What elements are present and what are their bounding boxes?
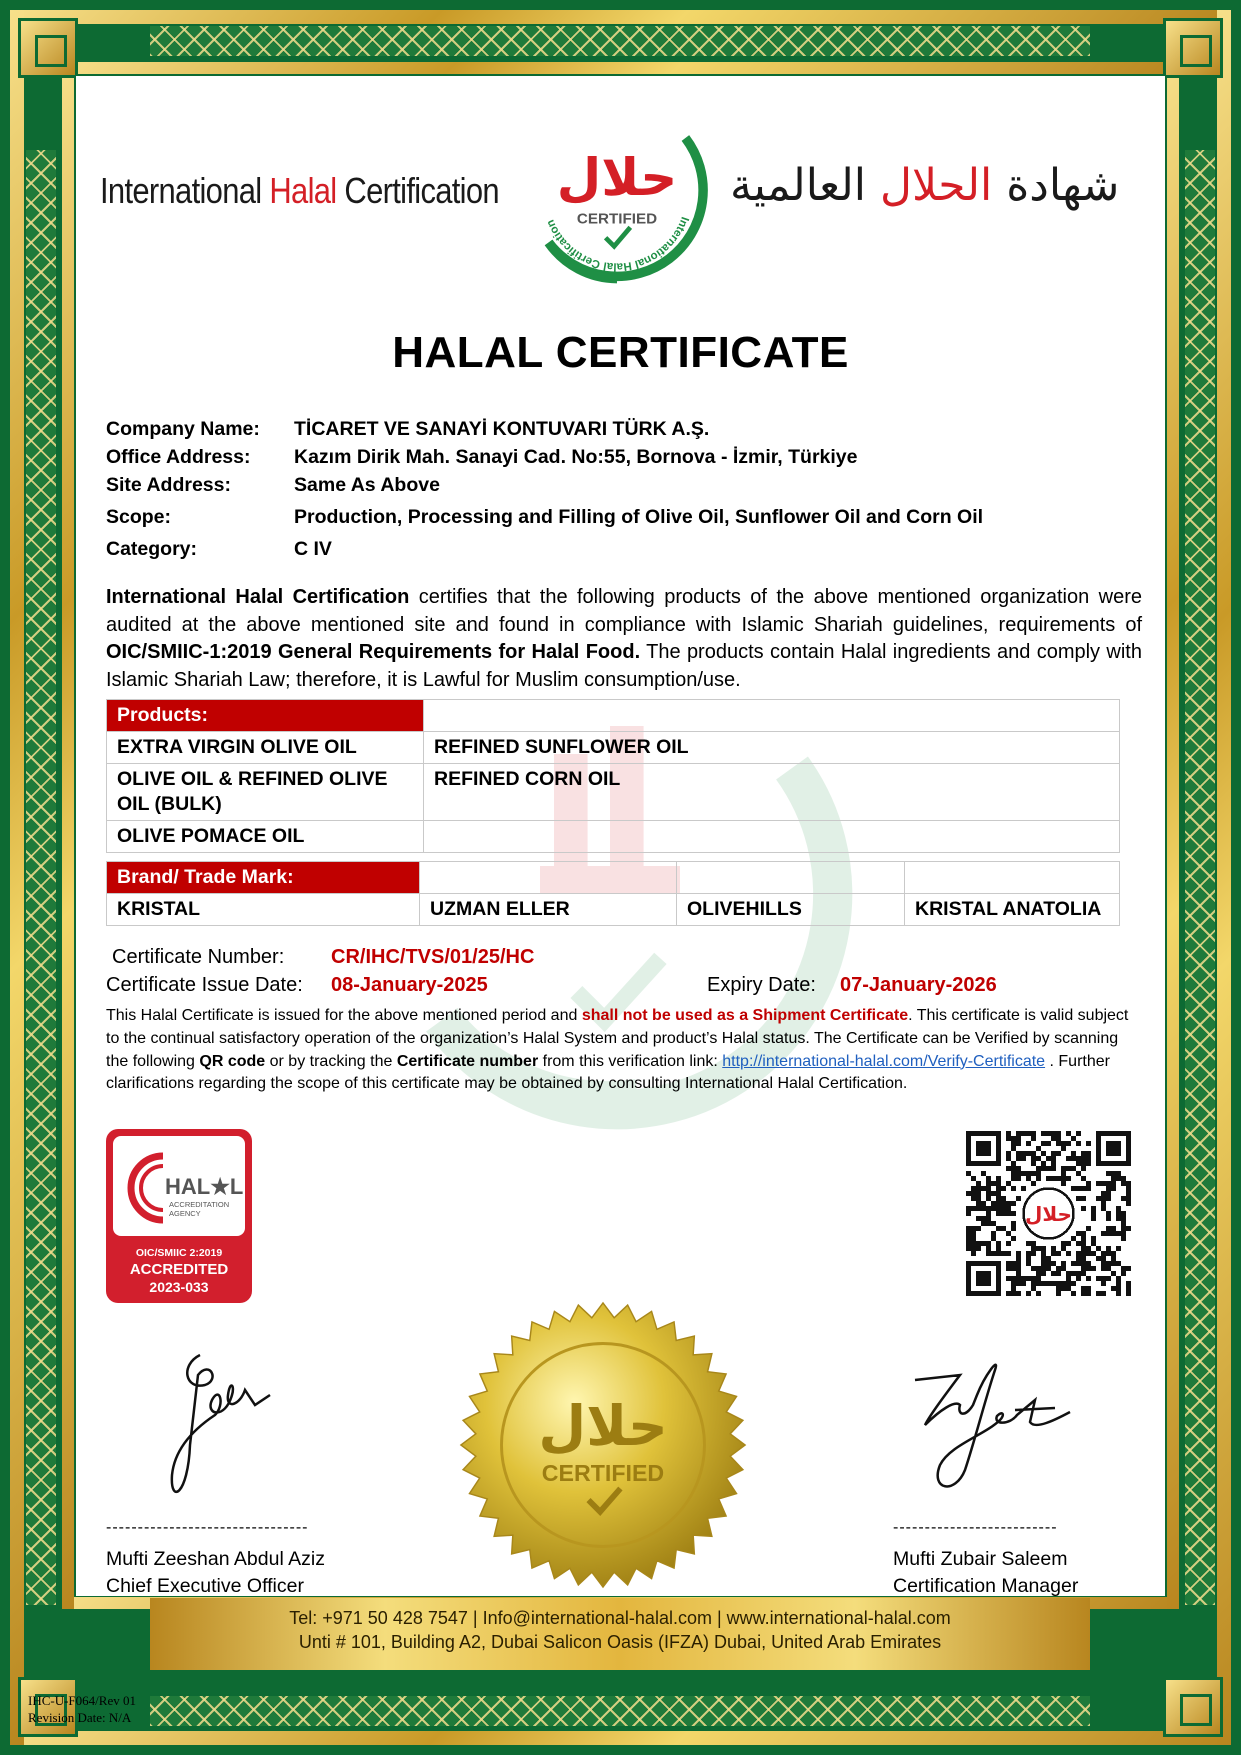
logo-certified: CERTIFIED [576, 210, 658, 228]
certification-statement: International Halal Certification certifies that the following products of the above mentioned organization were audited at the above mentioned site and found in compliance with Islamic Shariah guidelines, requirements of OIC/SMIIC-1:2019 General Requirements for Halal Food. The products contain Halal ingredients and comply with Islamic Shariah Law; therefore, it is Lawful for Muslim consumption/use. [106, 586, 1142, 691]
frame-inner-gold-left [62, 62, 74, 1609]
accreditation-standard: OIC/SMIIC 2:2019 [135, 1247, 223, 1259]
ceo-name: Mufti Zeeshan Abdul Aziz [106, 1548, 325, 1570]
frame-inner-gold-right [1167, 62, 1179, 1609]
product-cell: OLIVE POMACE OIL [107, 821, 424, 853]
seal-arabic: حلال [538, 1394, 668, 1458]
expiry-date-label: Expiry Date: [707, 974, 816, 996]
certificate-title: HALAL CERTIFICATE [392, 328, 849, 377]
certificate-number-label: Certificate Number: [112, 946, 285, 968]
verify-link[interactable]: http://international-halal.com/Verify-Certificate [722, 1052, 1046, 1070]
form-number: IHC-U-F064/Rev 01 [28, 1693, 136, 1708]
product-cell: REFINED CORN OIL [424, 764, 1120, 821]
manager-name: Mufti Zubair Saleem [893, 1548, 1068, 1570]
frame-gold-right [1217, 10, 1231, 1745]
accreditation-agency: ACCREDITATION AGENCY [169, 1200, 230, 1218]
logo-arabic: حلال [556, 148, 678, 208]
product-cell: OLIVE OIL & REFINED OLIVE OIL (BULK) [107, 764, 424, 821]
frame-gold-left [10, 10, 24, 1745]
company-name-label: Company Name: [106, 418, 260, 440]
products-header: Products: [107, 700, 424, 732]
office-address-value: Kazım Dirik Mah. Sanayi Cad. No:55, Bornova - İzmir, Türkiye [294, 446, 858, 468]
scope-label: Scope: [106, 506, 172, 528]
frame-corner-top-left [18, 18, 78, 78]
manager-signature [905, 1350, 1075, 1500]
product-cell: EXTRA VIRGIN OLIVE OIL [107, 732, 424, 764]
table-row [107, 894, 1120, 926]
brands-header: Brand/ Trade Mark: [107, 862, 420, 894]
frame-gold-top [10, 10, 1231, 24]
accreditation-status: ACCREDITED [129, 1261, 229, 1278]
org-name-arabic: شهادة الحلال العالمية [730, 160, 1120, 211]
org-name-english: International Halal Certification [100, 170, 499, 211]
accreditation-number: 2023-033 [149, 1279, 209, 1295]
brands-table [106, 861, 1120, 926]
brand-cell: OLIVEHILLS [677, 894, 905, 926]
office-address-label: Office Address: [106, 446, 251, 468]
table-row [107, 732, 1120, 764]
scope-value: Production, Processing and Filling of Olive Oil, Sunflower Oil and Corn Oil [294, 506, 984, 528]
frame-gold-bottom [10, 1731, 1231, 1745]
halal-certified-logo [522, 100, 712, 290]
qr-center-logo: حلال [1025, 1202, 1072, 1226]
expiry-date-value: 07-January-2026 [840, 974, 997, 996]
accreditation-badge [106, 1129, 252, 1303]
brand-cell: UZMAN ELLER [420, 894, 677, 926]
ceo-title: Chief Executive Officer [106, 1575, 304, 1597]
category-value: C IV [294, 538, 332, 560]
site-address-value: Same As Above [294, 474, 440, 496]
revision-date: Revision Date: N/A [28, 1710, 132, 1725]
manager-title: Certification Manager [893, 1575, 1079, 1597]
seal-certified: CERTIFIED [541, 1460, 665, 1487]
gold-halal-seal [458, 1300, 748, 1590]
accreditation-halal: HAL★L [165, 1174, 244, 1199]
logo-ring-text: International Halal Certification [544, 215, 691, 273]
frame-lattice-top [150, 26, 1090, 56]
category-label: Category: [106, 538, 198, 560]
manager-signature-line: -------------------------- [893, 1519, 1058, 1536]
products-table [106, 699, 1120, 853]
table-row [107, 821, 1120, 853]
company-name-value: TİCARET VE SANAYİ KONTUVARI TÜRK A.Ş. [294, 418, 710, 440]
validity-notice: This Halal Certificate is issued for the above mentioned period and shall not be used as a Shipment Certificate. This certificate is valid subject to the continual satisfactory operation of the organization’s Halal System and product’s Halal status. The Certificate can be Verified by scanning the following QR code or by tracking the Certificate number from this verification link: http://international-halal.com/Verify-Certificate . Further clarifications regarding the scope of this certificate may be obtained by consulting International Halal Certification. [106, 1007, 1129, 1093]
table-row [107, 764, 1120, 821]
certificate-number-value: CR/IHC/TVS/01/25/HC [331, 946, 535, 968]
brand-cell: KRISTAL [107, 894, 420, 926]
ceo-signature-line: -------------------------------- [106, 1519, 309, 1536]
issue-date-label: Certificate Issue Date: [106, 974, 303, 996]
footer-contact: Tel: +971 50 428 7547 | Info@international-halal.com | www.international-halal.com [289, 1608, 951, 1628]
footer-address: Unti # 101, Building A2, Dubai Salicon Oasis (IFZA) Dubai, United Arab Emirates [298, 1632, 942, 1652]
product-cell: REFINED SUNFLOWER OIL [424, 732, 1120, 764]
site-address-label: Site Address: [106, 474, 231, 496]
brand-cell: KRISTAL ANATOLIA [905, 894, 1120, 926]
frame-corner-top-right [1163, 18, 1223, 78]
verification-qr-code[interactable] [966, 1131, 1131, 1296]
frame-lattice-bottom [150, 1696, 1090, 1726]
frame-inner-gold-top [62, 62, 1179, 74]
issue-date-value: 08-January-2025 [331, 974, 488, 996]
frame-corner-bottom-right [1163, 1677, 1223, 1737]
ceo-signature [160, 1345, 280, 1515]
